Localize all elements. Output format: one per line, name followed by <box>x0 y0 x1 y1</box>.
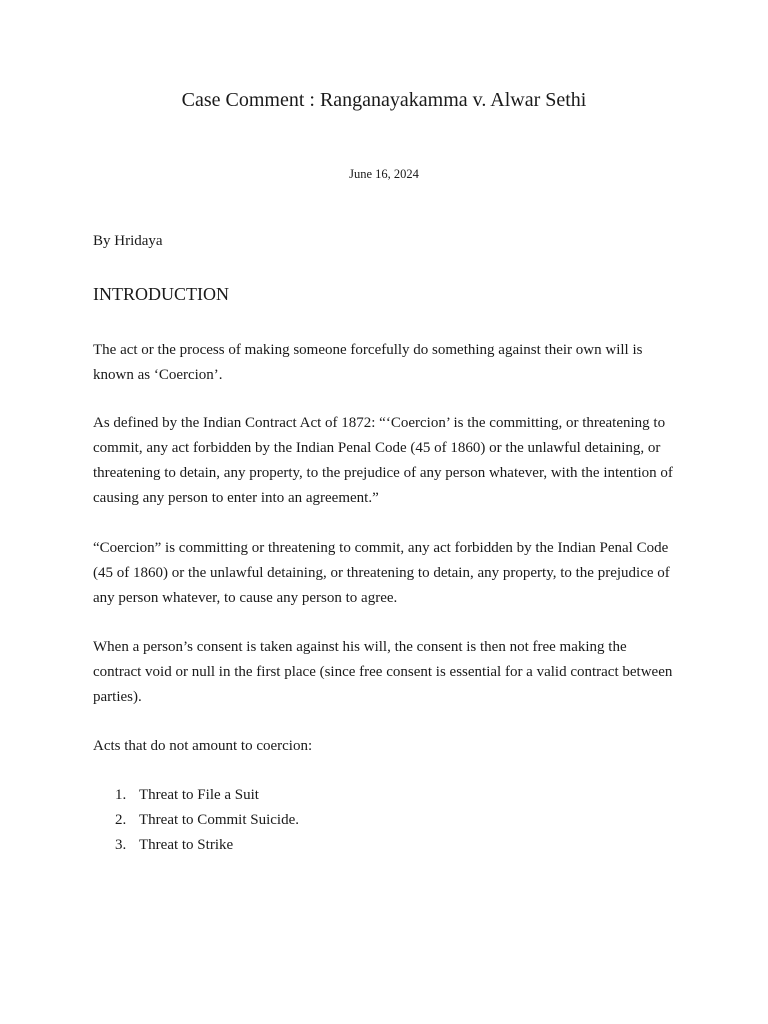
author-byline: By Hridaya <box>93 233 163 249</box>
paragraph-contract-act-quote: As defined by the Indian Contract Act of 1872: “‘Coercion’ is the committing, or threatening to commit, any act forbidden by the Indian Penal Code (45 of 1860) or the unlawful detaining, or threatening to detain, any property, to the prejudice of any person whatever, with the intention of causing any person to enter into an agreement.” <box>93 415 673 506</box>
list-item-text: Threat to Strike <box>139 837 234 853</box>
document-title: Case Comment : Ranganayakamma v. Alwar Sethi <box>181 89 587 111</box>
list-item-text: Threat to Commit Suicide. <box>139 812 299 828</box>
section-heading-introduction: INTRODUCTION <box>93 284 229 304</box>
list-item <box>93 833 299 858</box>
list-item <box>93 808 299 833</box>
paragraph-coercion-meaning: “Coercion” is committing or threatening to commit, any act forbidden by the Indian Penal Code (45 of 1860) or the unlawful detaining, or threatening to detain, any property, to the prejudice of any person whatever, to cause any person to agree. <box>93 540 670 606</box>
list-item <box>93 783 299 808</box>
list-item-number: 3. <box>115 837 127 853</box>
list-item-text: Threat to File a Suit <box>139 787 259 803</box>
paragraph-coercion-definition: The act or the process of making someone forcefully do something against their own will is known as ‘Coercion’. <box>93 342 643 383</box>
non-coercion-acts-list <box>93 783 299 858</box>
paragraph-list-intro: Acts that do not amount to coercion: <box>93 738 313 754</box>
publish-date: June 16, 2024 <box>349 167 419 181</box>
list-item-number: 1. <box>115 787 127 803</box>
paragraph-consent: When a person’s consent is taken against his will, the consent is then not free making the contract void or null in the first place (since free consent is essential for a valid contract between parties). <box>93 639 673 705</box>
list-item-number: 2. <box>115 812 127 828</box>
